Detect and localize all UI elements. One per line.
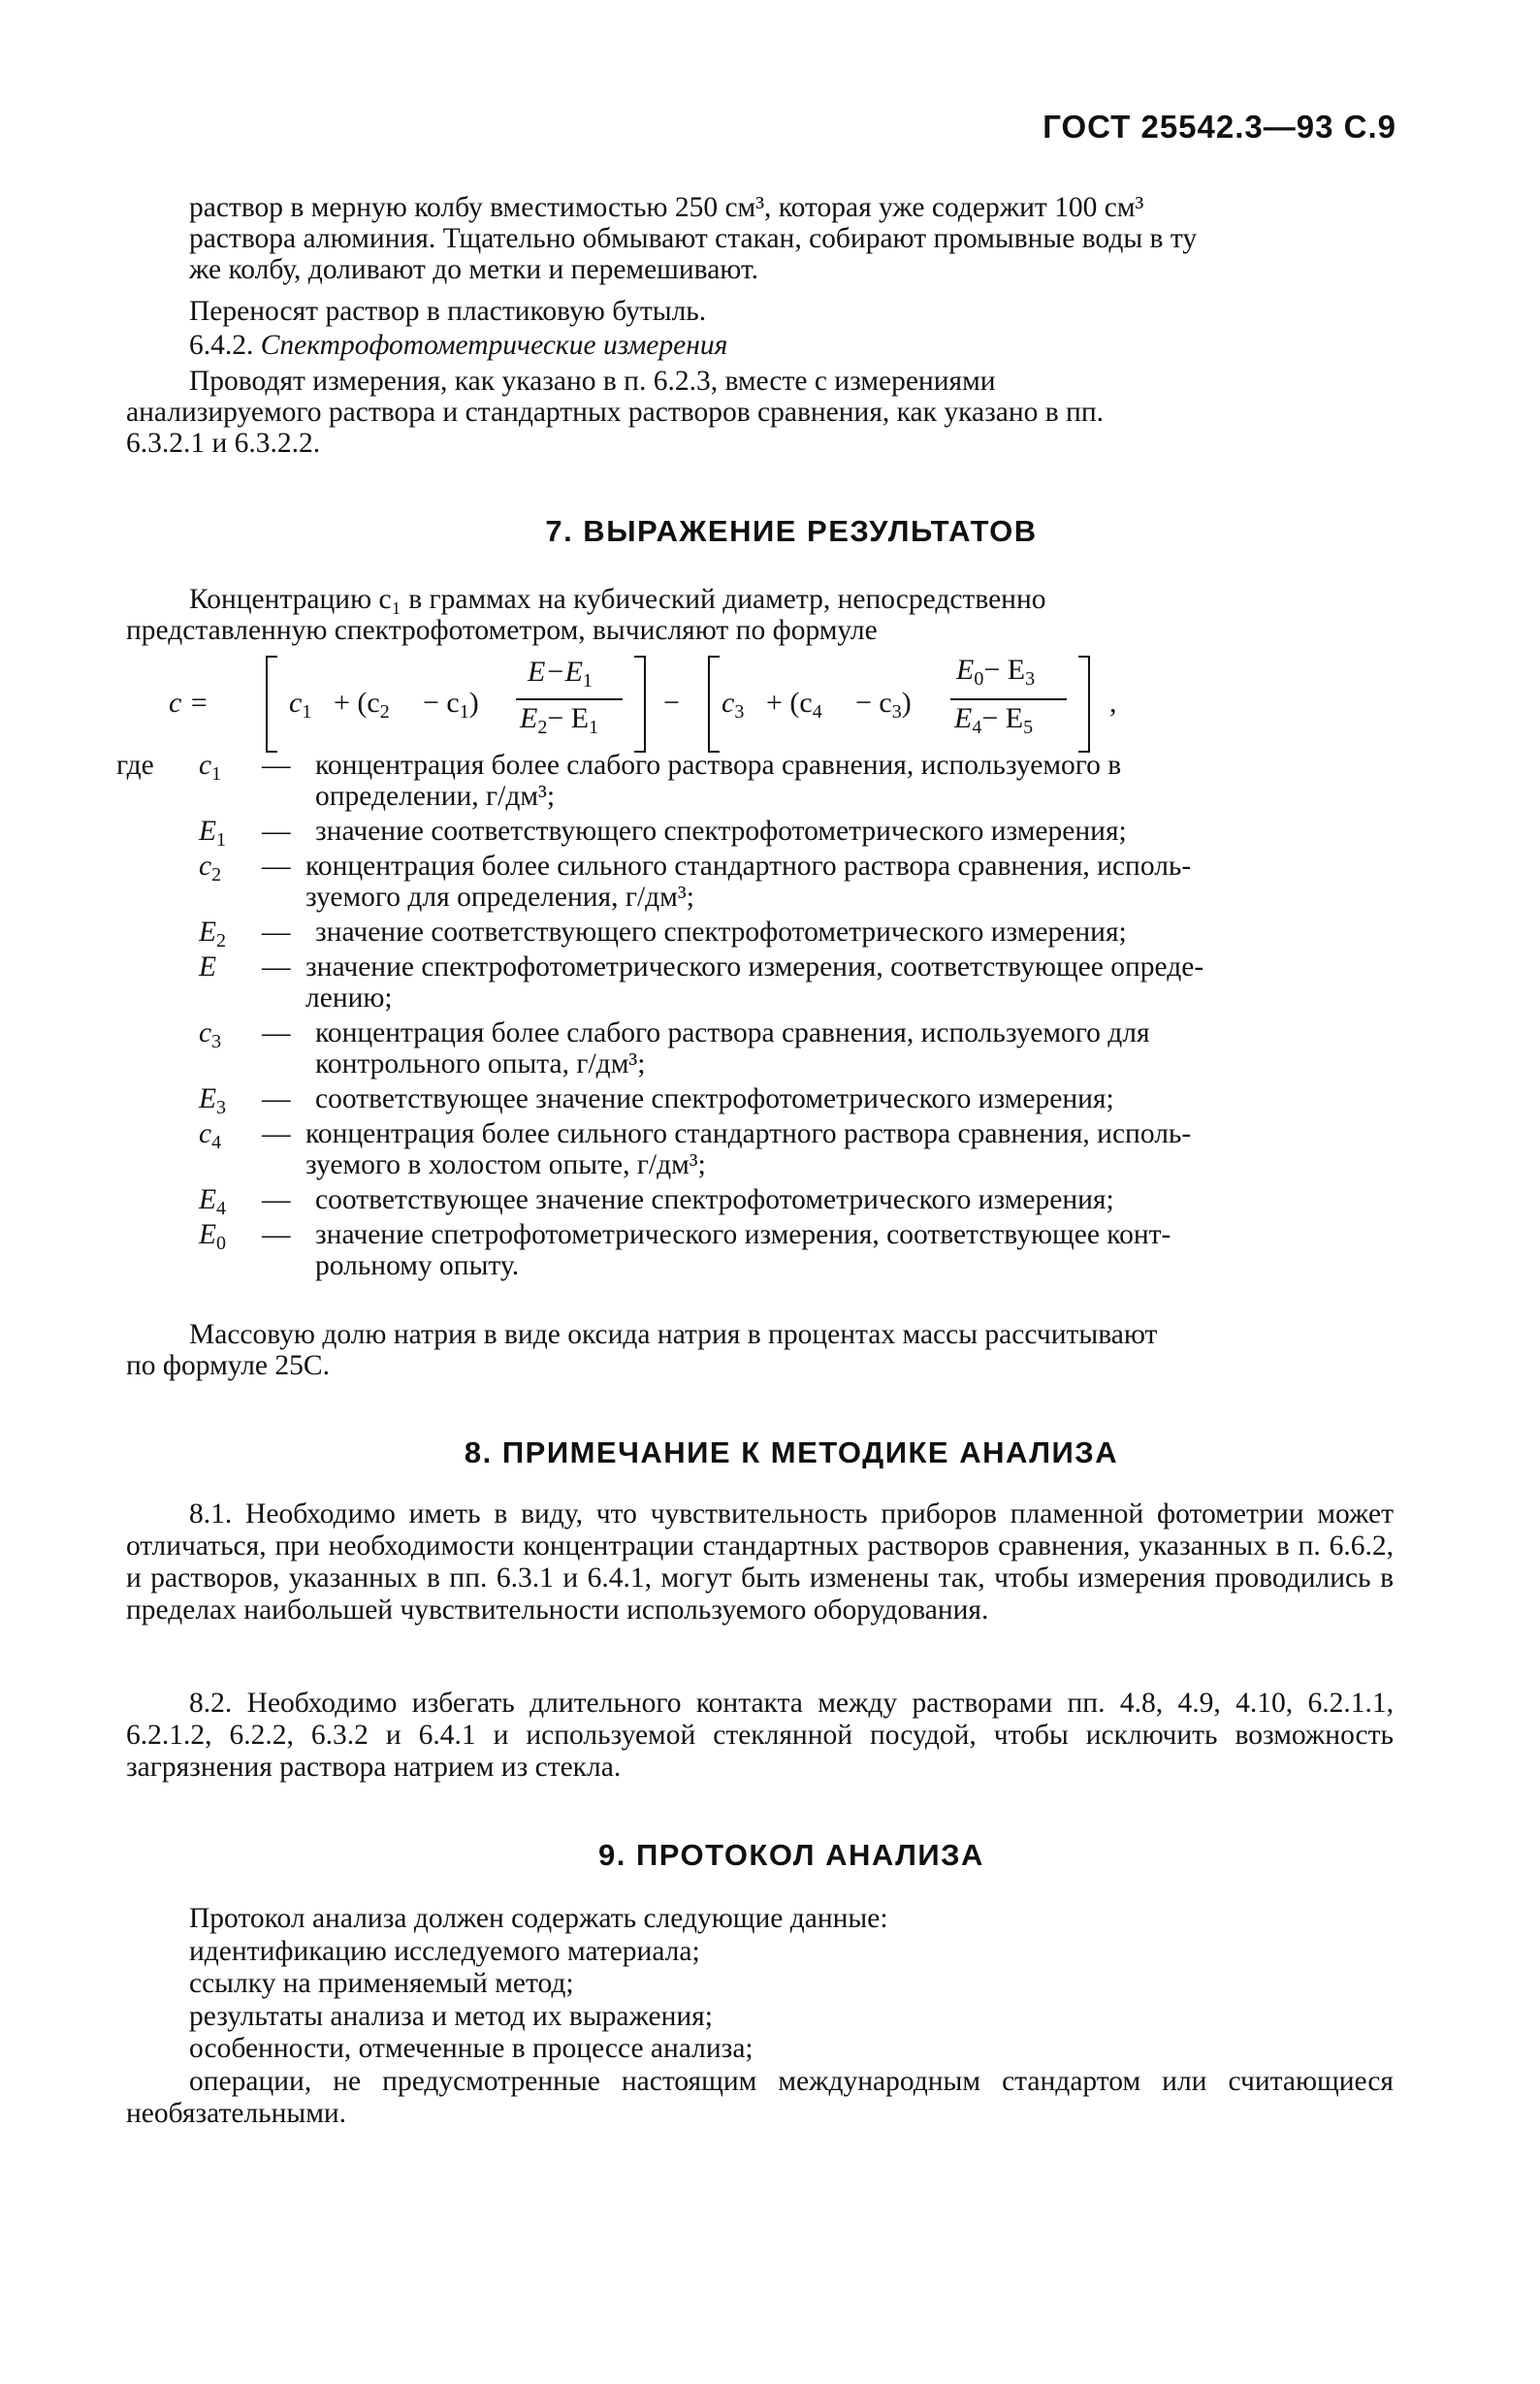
definition-symbol: $c_3$ [199,1017,222,1052]
mass-line: Массовую долю натрия в виде оксида натрия в процентах массы рассчитывают [189,1319,1158,1350]
left-bracket-1 [266,656,277,753]
formula-term: − $c_3$) [855,687,912,723]
right-bracket-2 [1078,656,1090,753]
intro-line: раствора алюминия. Тщательно обмывают стакан, собирают промывные воды в ту [189,223,1198,254]
protocol-item: ссылку на применяемый метод; [189,1968,574,1999]
section-9-heading: 9. ПРОТОКОЛ АНАЛИЗА [598,1838,984,1872]
definition-text: концентрация более слабого раствора сравнения, используемого в определении, г/дм³; [315,750,1122,812]
concentration-line: Концентрацию c₁ в граммах на кубический диаметр, непосредственно [189,584,1046,615]
note-8-2: 8.2. Необходимо избегать длительного контакта между растворами пп. 4.8, 4.9, 4.10, 6.2.1.1, 6.2.1.2, 6.2.2, 6.3.2 и 6.4.1 и используемой стеклянной посудой, чтобы исключить возможность загрязнения раствора натрием из стекла. [126,1688,1394,1783]
note-8-1: 8.1. Необходимо иметь в виду, что чувствительность приборов пламенной фотометрии может отличаться, при необходимости концентрации стандартных растворов сравнения, указанных в п. 6.6.2, и растворов, указанных в пп. 6.3.1 и 6.4.1, могут быть изменены так, чтобы измерения проводились в пределах наибольшей чувствительности используемого оборудования. [126,1498,1394,1626]
definition-symbol: $E_2$ [199,917,227,951]
intro-line: раствор в мерную колбу вместимостью 250 см³, которая уже содержит 100 см³ [189,192,1144,223]
page-header: ГОСТ 25542.3—93 С.9 [1043,109,1396,145]
measure-line: Проводят измерения, как указано в п. 6.2.3, вместе с измерениями [189,366,996,397]
fraction-1-numerator: $E-E_1$ [528,656,593,692]
definition-symbol: $c_1$ [199,750,222,785]
formula-comma: , [1109,687,1117,719]
measure-line: анализируемого раствора и стандартных растворов сравнения, как указано в пп. [126,397,1104,428]
formula-lhs: c = [169,687,209,719]
document-page: ГОСТ 25542.3—93 С.9 раствор в мерную колбу вместимостью 250 см³, которая уже содержит 100 см³ раствора алюминия. Тщательно обмывают стакан, собирают промывные воды в ту же колбу, доливают до метки и перемешивают. Переносят раствор в пластиковую бутыль. 6.4.2. Спектрофотометрические измерения Проводят измерения, как указано в п. 6.2.3, вместе с измерениями анализируемого раствора и стандартных растворов сравнения, как указано в пп. 6.3.2.1 и 6.3.2.2. 7. ВЫРАЖЕНИЕ РЕЗУЛЬТАТОВ Концентрацию c₁ в граммах на кубический диаметр, непосредственно представленную спектрофотометром, вычисляют по формуле c = $c_1$ + ($c_2$ − $c_1$) $E-E_1$ $E_2- E_1$ − $c_3$ + ($c_4$ − $c_3$) $E_0- E_3$ $E_4- E_5$ , где $c_1$ — концентрация более слабого раствора сравнения, используемого в определении, г/дм³; $E_1$ — значение соответствующего спектрофотометрического измерения; $c_2$ — концентрация более сильного стандартного раствора сравнения, исполь- зуемого для определения, г/дм³; $E_2$ — значение соответствующего спектрофотометрического измерения; E — значение спектрофотометрического измерения, соответствующее опреде- лению; $c_3$ — концентрация более слабого раствора сравнения, используемого для контрольного опыта, г/дм³; $E_3$ — соответствующее значение спектрофотометрического измерения; $c_4$ — концентрация более сильного стандартного раствора сравнения, исполь- зуемого в холостом опыте, г/дм³; $E_4$ — соответствующее значение спектрофотометрического измерения; $E_0$ — значение спетрофотометрического измерения, соответствующее конт- рольному опыту. Массовую долю натрия в виде оксида натрия в процентах массы рассчитывают по формуле 25С. 8. ПРИМЕЧАНИЕ К МЕТОДИКЕ АНАЛИЗА 8.1. Необходимо иметь в виду, что чувствительность приборов пламенной фотометрии может отличаться, при необходимости концентрации стандартных растворов сравнения, указанных в п. 6.6.2, и растворов, указанных в пп. 6.3.1 и 6.4.1, могут быть изменены так, чтобы измерения проводились в пределах наибольшей чувствительности используемого оборудования. 8.2. Необходимо избегать длительного контакта между растворами пп. 4.8, 4.9, 4.10, 6.2.1.1, 6.2.1.2, 6.2.2, 6.3.2 и 6.4.1 и используемой стеклянной посудой, чтобы исключить возможность загрязнения раствора натрием из стекла. 9. ПРОТОКОЛ АНАЛИЗА Протокол анализа должен содержать следующие данные: идентификацию исследуемого материала; ссылку на применяемый метод; результаты анализа и метод их выражения; особенности, отмеченные в процессе анализа; операции, не предусмотренные настоящим международным стандартом или считающиеся необязательными. [116,109,1396,2129]
definition-text: соответствующее значение спектрофотометрического измерения; [315,1083,1114,1114]
definition-symbol: $E_0$ [199,1219,227,1254]
fraction-1-bar [516,698,623,700]
concentration-formula [169,648,1235,755]
subsection-name: Спектрофотометрические измерения [260,330,728,361]
subsection-number: 6.4.2. [189,330,254,361]
definition-text: соответствующее значение спектрофотометрического измерения; [315,1184,1114,1215]
section-8-heading: 8. ПРИМЕЧАНИЕ К МЕТОДИКЕ АНАЛИЗА [464,1435,1119,1469]
concentration-line: представленную спектрофотометром, вычисляют по формуле [126,615,878,646]
definition-text: концентрация более сильного стандартного раствора сравнения, исполь- зуемого для определения, г/дм³; [305,851,1192,913]
fraction-2-bar [950,698,1067,700]
protocol-item: идентификацию исследуемого материала; [189,1935,700,1967]
definition-symbol: $c_4$ [199,1118,222,1153]
protocol-list [126,1903,1394,2131]
fraction-2-denominator: $E_4- E_5$ [954,702,1034,738]
definition-symbol: E [199,951,217,983]
definition-symbol: $E_1$ [199,816,227,851]
measure-paragraph [126,366,1394,459]
definition-symbol: $E_3$ [199,1083,227,1118]
intro-line: же колбу, доливают до метки и перемешивают. [189,254,759,285]
definition-symbol: $c_2$ [199,851,222,886]
definition-text: концентрация более слабого раствора сравнения, используемого для контрольного опыта, г/дм³; [315,1017,1150,1079]
formula-minus: − [663,687,680,719]
definition-text: значение спектрофотометрического измерения, соответствующее опреде- лению; [305,951,1204,1014]
formula-term: − $c_1$) [423,687,479,723]
transfer-text: Переносят раствор в пластиковую бутыль. [189,296,707,327]
protocol-item: результаты анализа и метод их выражения; [189,2000,713,2032]
measure-line: 6.3.2.1 и 6.3.2.2. [126,428,321,459]
where-label: где [116,750,154,781]
definition-text: значение спетрофотометрического измерения, соответствующее конт- рольному опыту. [315,1219,1171,1281]
mass-line: по формуле 25С. [126,1350,330,1381]
definition-dash: — [262,750,291,781]
mass-paragraph [126,1319,1394,1381]
fraction-1-denominator: $E_2- E_1$ [520,702,599,738]
definition-text: значение соответствующего спектрофотометрического измерения; [315,816,1127,847]
right-bracket-1 [634,656,646,753]
subsection-title [189,330,1394,361]
definition-text: концентрация более сильного стандартного раствора сравнения, исполь- зуемого в холостом опыте, г/дм³; [305,1118,1192,1180]
definition-symbol: $E_4$ [199,1184,227,1219]
transfer-line [189,296,1394,327]
definition-text: значение соответствующего спектрофотометрического измерения; [315,917,1127,948]
formula-term: $c_3$ [722,687,745,723]
formula-term: + ($c_2$ [334,687,390,723]
formula-term: + ($c_4$ [766,687,822,723]
protocol-item: особенности, отмеченные в процессе анализа; [189,2033,754,2064]
section-7-heading: 7. ВЫРАЖЕНИЕ РЕЗУЛЬТАТОВ [545,514,1038,548]
fraction-2-numerator: $E_0- E_3$ [956,654,1036,690]
intro-paragraph [189,192,1394,285]
protocol-intro: Протокол анализа должен содержать следующие данные: [189,1903,888,1934]
concentration-paragraph [126,584,1394,646]
formula-term: $c_1$ [289,687,312,723]
protocol-item: операции, не предусмотренные настоящим международным стандартом или считающиеся необязательными. [126,2065,1394,2129]
left-bracket-2 [708,656,720,753]
